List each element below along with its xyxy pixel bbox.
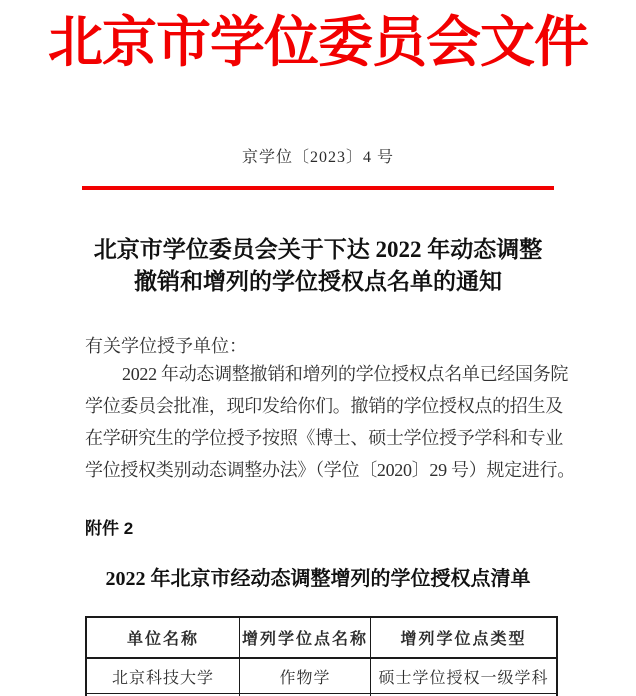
column-header-degree-point-type: 增列学位点类型: [371, 617, 558, 658]
column-header-degree-point-name: 增列学位点名称: [240, 617, 371, 658]
body-line: 学位授权类别动态调整办法》（学位〔2020〕29 号）规定进行。: [85, 460, 575, 480]
cell-unit-name: 北京科技大学: [86, 658, 240, 694]
table-title: 2022 年北京市经动态调整增列的学位授权点清单: [105, 568, 531, 590]
document-header-title: 北京市学位委员会文件: [47, 12, 588, 73]
attachment-label: 附件 2: [85, 519, 134, 538]
table-header-row: [86, 617, 557, 658]
cell-degree-point-name: 作物学: [240, 658, 371, 694]
notice-title: [0, 234, 636, 298]
degree-authorization-table: [85, 616, 558, 696]
notice-title-line2: 撤销和增列的学位授权点名单的通知: [134, 269, 502, 294]
notice-title-line1: 北京市学位委员会关于下达 2022 年动态调整: [93, 237, 543, 262]
column-header-unit-name: 单位名称: [86, 617, 240, 658]
doc-number: 京学位〔2023〕4 号: [241, 149, 394, 166]
body-line: 学位委员会批准，现印发给你们。撤销的学位授权点的招生及: [85, 396, 563, 416]
red-separator-line: [82, 186, 554, 190]
body-line: 在学研究生的学位授予按照《博士、硕士学位授予学科和专业: [85, 428, 563, 448]
notice-body: [85, 334, 575, 486]
cell-degree-point-type: 硕士学位授权一级学科: [371, 658, 558, 694]
table-row: [86, 658, 557, 694]
salutation: 有关学位授予单位：: [85, 336, 247, 356]
body-line: 2022 年动态调整撤销和增列的学位授权点名单已经国务院: [122, 364, 569, 384]
